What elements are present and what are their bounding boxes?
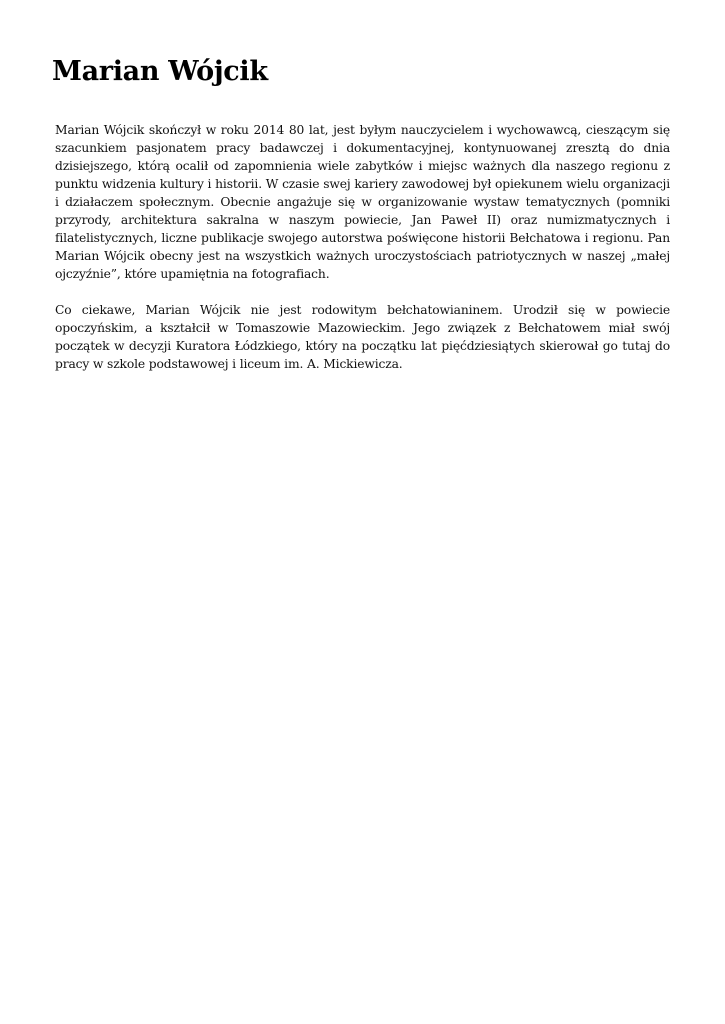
article-body — [55, 121, 670, 391]
paragraph-2: Co ciekawe, Marian Wójcik nie jest rodowitym bełchatowianinem. Urodził się w powiecie opoczyńskim, a kształcił w Tomaszowie Mazowieckim. Jego związek z Bełchatowem miał swój początek w decyzji Kuratora Łódzkiego, który na początku lat pięćdziesiątych skierował go tutaj do pracy w szkole podstawowej i liceum im. A. Mickiewicza. — [55, 303, 670, 371]
paragraph-1: Marian Wójcik skończył w roku 2014 80 lat, jest byłym nauczycielem i wychowawcą, cieszącym się szacunkiem pasjonatem pracy badawczej i dokumentacyjnej, kontynuowanej zresztą do dnia dzisiejszego, którą ocalił od zapomnienia wiele zabytków i miejsc ważnych dla naszego regionu z punktu widzenia kultury i historii. W czasie swej kariery zawodowej był opiekunem wielu organizacji i działaczem społecznym. Obecnie angażuje się w organizowanie wystaw tematycznych (pomniki przyrody, architektura sakralna w naszym powiecie, Jan Paweł II) oraz numizmatycznych i filatelistycznych, liczne publikacje swojego autorstwa poświęcone historii Bełchatowa i regionu. Pan Marian Wójcik obecny jest na wszystkich ważnych uroczystościach patriotycznych w naszej „małej ojczyźnie”, które upamiętnia na fotografiach. — [55, 123, 670, 281]
page-title: Marian Wójcik — [52, 56, 268, 87]
